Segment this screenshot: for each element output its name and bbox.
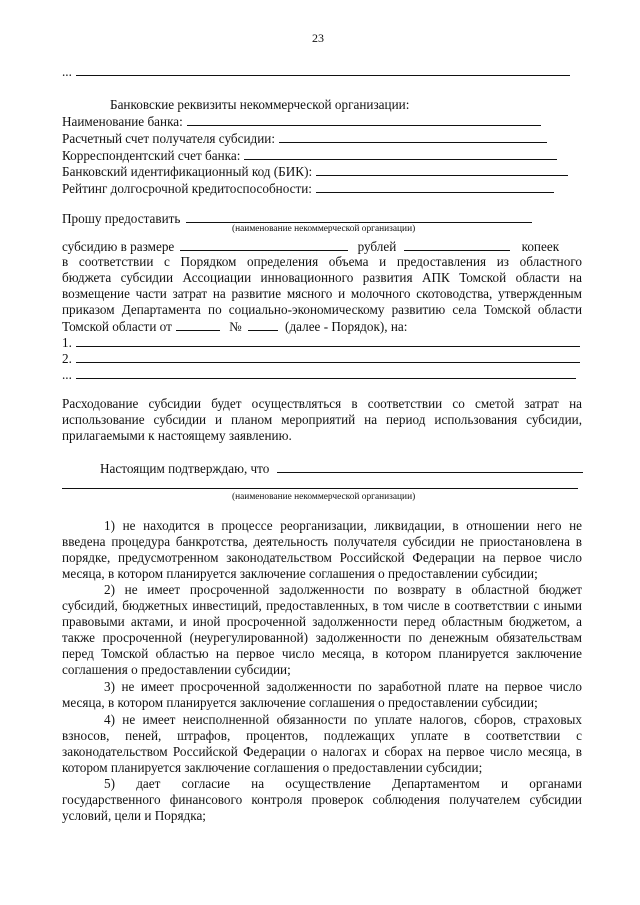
condition-p2-line-2: субсидий, бюджетных инвестиций, предоставленных, в том числе в соответствии с иными	[62, 598, 582, 613]
request-text-line1: в соответствии с Порядком определения объема и предоставления из областного	[62, 254, 582, 269]
item-2-number: 2.	[62, 351, 72, 366]
spending-line3: прилагаемыми к настоящему заявлению.	[62, 428, 292, 443]
condition-p3-line-2: месяца, в котором планируется заключение соглашения о предоставлении субсидии;	[62, 695, 538, 710]
condition-p1-line-1: 1) не находится в процессе реорганизации, ликвидации, в отношении него не	[104, 518, 582, 533]
condition-p2-line-5: перед Томской областью на первое число месяца, в котором планируется заключение	[62, 646, 582, 661]
confirm-org-line[interactable]	[62, 488, 578, 489]
item-1-number: 1.	[62, 335, 72, 350]
condition-p5-line-3: условий, цели и Порядка;	[62, 808, 206, 823]
condition-p3-line-1: 3) не имеет просроченной задолженности по заработной плате на первое число	[104, 679, 582, 694]
order-number-field[interactable]	[248, 318, 278, 331]
page-number: 23	[312, 31, 324, 45]
purpose-item-1	[62, 334, 580, 351]
rubles-field[interactable]	[180, 238, 348, 251]
kopecks-label: копеек	[521, 239, 560, 254]
request-text-line2: бюджета субсидии Ассоциации инновационного развития АПК Томской области на	[62, 270, 582, 285]
account-label: Расчетный счет получателя субсидии:	[62, 131, 275, 146]
confirm-label: Настоящим подтверждаю, что	[100, 461, 270, 476]
condition-p1-line-2: введена процедура банкротства, деятельность получателя субсидии не приостановлена в	[62, 534, 582, 549]
condition-p4-line-1: 4) не имеет неисполненной обязанности по уплате налогов, сборов, страховых	[104, 712, 582, 727]
order-number-sign: №	[229, 319, 242, 334]
condition-p2-line-1: 2) не имеет просроченной задолженности по возврату в областной бюджет	[104, 582, 582, 597]
order-from-label: Томской области от	[62, 319, 172, 334]
item-2-field[interactable]	[76, 350, 580, 363]
rubles-label: рублей	[357, 239, 397, 254]
request-label: Прошу предоставить	[62, 211, 181, 226]
spending-line2: использование субсидии и планом мероприятий на период использования субсидии,	[62, 412, 582, 427]
request-org-field[interactable]	[186, 210, 532, 223]
blank-line	[76, 63, 570, 76]
item-dots: ...	[62, 367, 72, 382]
request-text-line4: приказом Департамента по социально-экономическому развитию села Томской области	[62, 302, 582, 317]
item-more-field[interactable]	[76, 366, 576, 379]
corr-account-field[interactable]	[244, 147, 557, 160]
condition-p1-line-4: месяца, в котором планируется заключение соглашения о предоставлении субсидии;	[62, 566, 538, 581]
account-row	[62, 130, 547, 147]
dots-text: ...	[62, 64, 72, 79]
top-dots	[62, 63, 570, 80]
bank-name-label: Наименование банка:	[62, 114, 183, 129]
condition-p4-line-4: котором планируется заключение соглашения о предоставлении субсидии;	[62, 760, 483, 775]
order-date-field[interactable]	[176, 318, 220, 331]
bik-label: Банковский идентификационный код (БИК):	[62, 164, 313, 179]
bik-row	[62, 163, 568, 180]
confirm-row	[100, 460, 583, 477]
bank-name-field[interactable]	[187, 113, 541, 126]
request-text-line3: возмещение части затрат на развитие мясного и молочного скотоводства, утвержденным	[62, 286, 582, 301]
order-end-label: (далее - Порядок), на:	[285, 319, 408, 334]
condition-p2-line-4: также просроченной (неурегулированной) задолженности по денежным обязательствам	[62, 630, 582, 645]
condition-p4-line-2: взносов, пеней, штрафов, процентов, подлежащих уплате в соответствии с	[62, 728, 582, 743]
condition-p2-line-3: правовыми актами, и иной просроченной задолженности перед областным бюджетом, а	[62, 614, 582, 629]
condition-p5-line-2: государственного финансового контроля проверок соблюдения получателем субсидии	[62, 792, 582, 807]
purpose-item-dots	[62, 366, 576, 383]
corr-account-label: Корреспондентский счет банка:	[62, 148, 241, 163]
purpose-item-2	[62, 350, 580, 367]
spending-line1: Расходование субсидии будет осуществляться в соответствии со сметой затрат на	[62, 396, 582, 411]
order-date-row	[62, 318, 407, 335]
condition-p2-line-6: соглашения о предоставлении субсидии;	[62, 662, 291, 677]
confirm-org-caption: (наименование некоммерческой организации)	[232, 492, 416, 502]
amount-label: субсидию в размере	[62, 239, 175, 254]
condition-p4-line-3: законодательством Российской Федерации о налогах и сборах на первое число месяца, в	[62, 744, 582, 759]
bank-name-row	[62, 113, 541, 130]
request-org-caption: (наименование некоммерческой организации)	[232, 224, 416, 234]
condition-p5-line-1: 5) дает согласие на осуществление Департаментом и органами	[104, 776, 582, 791]
amount-row	[62, 238, 559, 255]
bank-heading: Банковские реквизиты некоммерческой организации:	[110, 97, 410, 112]
rating-label: Рейтинг долгосрочной кредитоспособности:	[62, 181, 312, 196]
confirm-org-field[interactable]	[277, 460, 583, 473]
item-1-field[interactable]	[76, 334, 580, 347]
condition-p1-line-3: порядке, предусмотренном законодательством Российской Федерации на первое число	[62, 550, 582, 565]
rating-row	[62, 180, 554, 197]
account-field[interactable]	[279, 130, 547, 143]
rating-field[interactable]	[316, 180, 554, 193]
kopecks-field[interactable]	[404, 238, 510, 251]
corr-account-row	[62, 147, 557, 164]
bik-field[interactable]	[316, 163, 568, 176]
